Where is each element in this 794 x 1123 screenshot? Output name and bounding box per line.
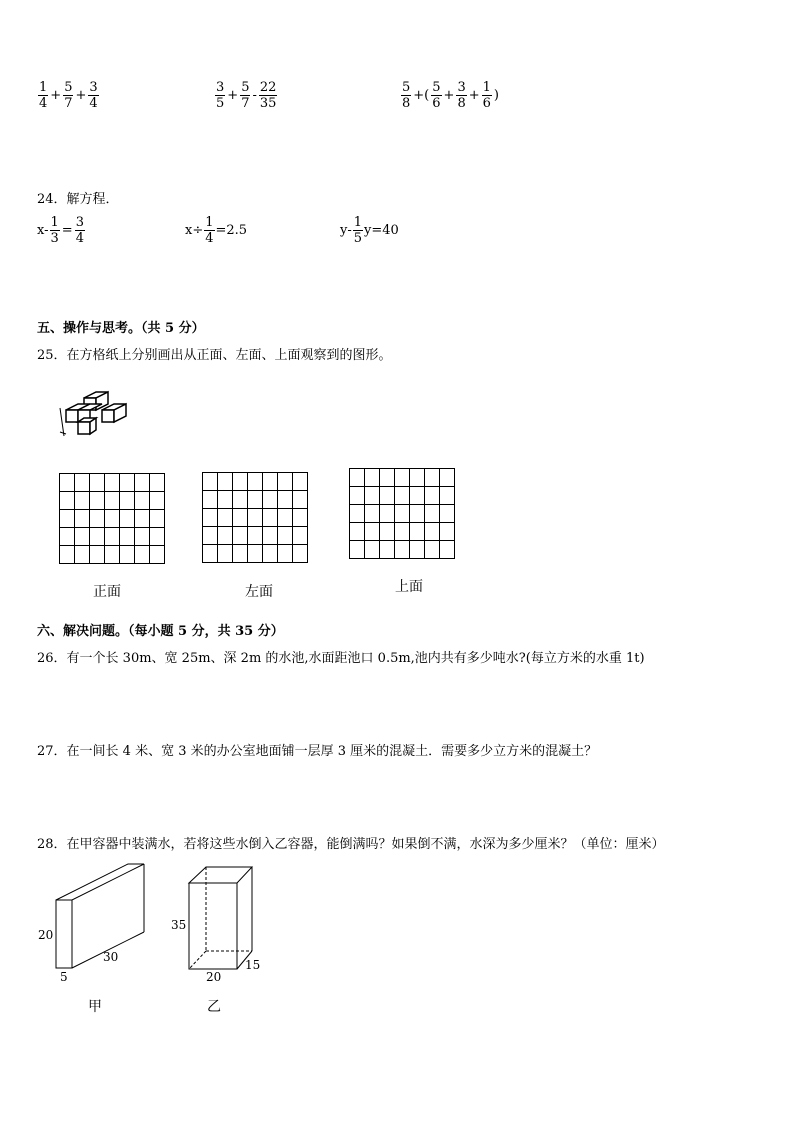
equation-3 xyxy=(340,215,399,246)
equation-2 xyxy=(185,215,247,246)
operator: - xyxy=(252,88,257,103)
operator: ) xyxy=(493,88,499,103)
numerator: 5 xyxy=(402,80,411,95)
fraction xyxy=(401,80,411,111)
denominator: 3 xyxy=(50,231,59,246)
equation-1 xyxy=(37,215,86,246)
numerator: 5 xyxy=(432,80,441,95)
yi-width-label: 15 xyxy=(245,958,261,972)
container-yi-name: 乙 xyxy=(207,999,221,1015)
yi-height-label: 35 xyxy=(171,918,187,932)
cube-stack-figure xyxy=(56,388,136,448)
question-24-title: 24．解方程． xyxy=(37,192,119,207)
denominator: 5 xyxy=(353,231,363,246)
numerator: 1 xyxy=(39,80,48,95)
question-28-text: 28．在甲容器中装满水，若将这些水倒入乙容器，能倒满吗？如果倒不满，水深为多少厘米？（单位：厘米） xyxy=(37,837,665,852)
fraction xyxy=(63,80,73,111)
denominator: 7 xyxy=(64,96,73,111)
jia-length-label: 30 xyxy=(103,950,119,964)
numerator: 3 xyxy=(75,215,84,230)
yi-length-label: 20 xyxy=(206,970,222,984)
operator: + xyxy=(468,88,480,103)
question-26-text: 26．有一个长 30m、宽 25m、深 2m 的水池,水面距池口 0.5m,池内共有多少吨水?(每立方米的水重 1t) xyxy=(37,651,645,666)
grid-left[interactable] xyxy=(202,472,308,563)
denominator: 8 xyxy=(402,96,411,111)
question-25-text: 25．在方格纸上分别画出从正面、左面、上面观察到的图形。 xyxy=(37,348,392,363)
grid-label-left: 左面 xyxy=(245,584,273,600)
denominator: 4 xyxy=(89,96,98,111)
numerator: 3 xyxy=(216,80,225,95)
denominator: 35 xyxy=(259,96,277,111)
grid-label-front: 正面 xyxy=(93,584,121,600)
calc-expression-3 xyxy=(400,80,500,111)
equation-text: y- xyxy=(340,223,352,238)
fraction xyxy=(431,80,441,111)
grid-top[interactable] xyxy=(349,468,455,559)
numerator: 3 xyxy=(89,80,98,95)
fraction xyxy=(50,215,60,246)
numerator: 1 xyxy=(482,80,491,95)
grid-label-top: 上面 xyxy=(395,579,423,595)
numerator: 1 xyxy=(50,215,59,230)
numerator: 1 xyxy=(205,215,214,230)
equation-text: y=40 xyxy=(364,223,399,238)
denominator: 6 xyxy=(432,96,441,111)
denominator: 4 xyxy=(205,231,214,246)
question-27-text: 27．在一间长 4 米、宽 3 米的办公室地面铺一层厚 3 厘米的混凝土．需要多少立方米的混凝土？ xyxy=(37,744,598,759)
denominator: 4 xyxy=(75,231,84,246)
fraction xyxy=(240,80,250,111)
fraction xyxy=(75,215,85,246)
numerator: 5 xyxy=(64,80,73,95)
fraction xyxy=(88,80,98,111)
operator: + xyxy=(443,88,455,103)
jia-height-label: 20 xyxy=(38,928,54,942)
container-jia-name: 甲 xyxy=(88,999,102,1015)
container-yi-diagram xyxy=(186,865,256,973)
fraction xyxy=(215,80,225,111)
fraction xyxy=(353,215,363,246)
numerator: 22 xyxy=(259,80,277,95)
equation-text: x- xyxy=(37,223,49,238)
section-5-heading: 五、操作与思考。（共 5 分） xyxy=(37,321,205,336)
calc-expression-1 xyxy=(37,80,100,111)
denominator: 5 xyxy=(216,96,225,111)
numerator: 5 xyxy=(241,80,250,95)
numerator: 1 xyxy=(353,215,363,230)
fraction xyxy=(259,80,278,111)
jia-width-label: 5 xyxy=(60,970,68,984)
denominator: 4 xyxy=(39,96,48,111)
calc-expression-2 xyxy=(214,80,278,111)
fraction xyxy=(38,80,48,111)
equation-text: x÷ xyxy=(185,223,204,238)
fraction xyxy=(456,80,466,111)
equation-text: =2.5 xyxy=(215,223,248,238)
numerator: 3 xyxy=(457,80,466,95)
operator: = xyxy=(61,223,73,238)
section-6-heading: 六、解决问题。（每小题 5 分，共 35 分） xyxy=(37,624,284,639)
fraction xyxy=(204,215,214,246)
operator: + xyxy=(227,88,239,103)
denominator: 8 xyxy=(457,96,466,111)
denominator: 6 xyxy=(482,96,491,111)
grid-front[interactable] xyxy=(59,473,165,564)
operator: +( xyxy=(413,88,430,103)
operator: + xyxy=(75,88,87,103)
container-jia-diagram xyxy=(52,862,152,972)
operator: + xyxy=(50,88,62,103)
denominator: 7 xyxy=(241,96,250,111)
fraction xyxy=(482,80,492,111)
